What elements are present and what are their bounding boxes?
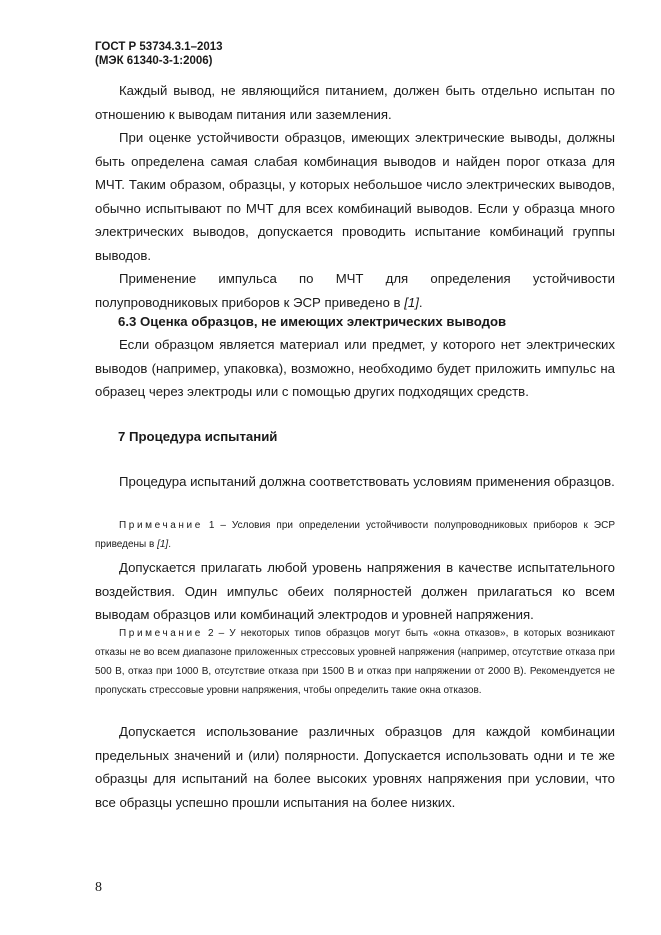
page-number: 8: [95, 880, 102, 895]
note-1: [95, 516, 615, 554]
paragraph-application-text: Применение импульса по МЧТ для определения устойчивости полупроводниковых приборов к ЭСР приведено в: [95, 271, 615, 310]
note-1-reference: [1]: [157, 539, 169, 550]
section-6-3-heading: 6.3 Оценка образцов, не имеющих электрических выводов: [118, 314, 507, 329]
reference-link: [1]: [404, 294, 419, 310]
paragraph-application: [95, 267, 615, 314]
paragraph-procedure: Процедура испытаний должна соответствовать условиям применения образцов.: [119, 474, 615, 489]
section-7-heading: 7 Процедура испытаний: [118, 429, 278, 444]
paragraph-section-6-3: Если образцом является материал или предмет, у которого нет электрических выводов (например, упаковка), возможно, необходимо будет приложить импульс на образец через электроды или с помощью других подходящих средств.: [95, 337, 615, 399]
paragraph-outputs: Каждый вывод, не являющийся питанием, должен быть отдельно испытан по отношению к выводам питания или заземления.: [95, 83, 615, 122]
note-1-label: Примечание: [119, 520, 203, 531]
paragraph-evaluation: При оценке устойчивости образцов, имеющих электрические выводы, должны быть определена самая слабая комбинация выводов и найден порог отказа для МЧТ. Таким образом, образцы, у которых небольшое число электрических выводов, обычно испытывают по МЧТ для всех комбинаций выводов. Если у образца много электрических выводов, допускается проводить испытание комбинаций группы выводов.: [95, 130, 615, 263]
paragraph-voltage: Допускается прилагать любой уровень напряжения в качестве испытательного воздействия. Один импульс обеих полярностей должен прилагаться ко всем выводам образцов или комбинаций электродов и уровней напряжения.: [95, 560, 615, 622]
note-1-text: 1 – Условия при определении устойчивости полупроводниковых приборов к ЭСР приведены в: [95, 520, 615, 550]
paragraph-end: .: [418, 294, 423, 310]
note-2: [95, 624, 615, 700]
standard-number: ГОСТ Р 53734.3.1–2013: [95, 41, 223, 53]
note-2-label: Примечание: [119, 628, 203, 639]
note-2-text: 2 – У некоторых типов образцов могут быть «окна отказов», в которых возникают отказы не во всем диапазоне приложенных стрессовых уровней напряжения (например, отсутствие отказа при 500 В, отказ при 1000 В, отсутствие отказа при 1500 В и отказ при напряжении от 2000 В). Рекомендуется не пропускать стрессовые уровни напряжения, чтобы определить такие окна отказов.: [95, 628, 615, 696]
note-1-end: .: [168, 539, 171, 550]
iec-number: (МЭК 61340-3-1:2006): [95, 55, 213, 67]
paragraph-samples: Допускается использование различных образцов для каждой комбинации предельных значений и (или) полярности. Допускается использовать одни и те же образцы для испытаний на более высоких уровнях напряжения при условии, что все образцы успешно прошли испытания на более низких.: [95, 724, 615, 810]
